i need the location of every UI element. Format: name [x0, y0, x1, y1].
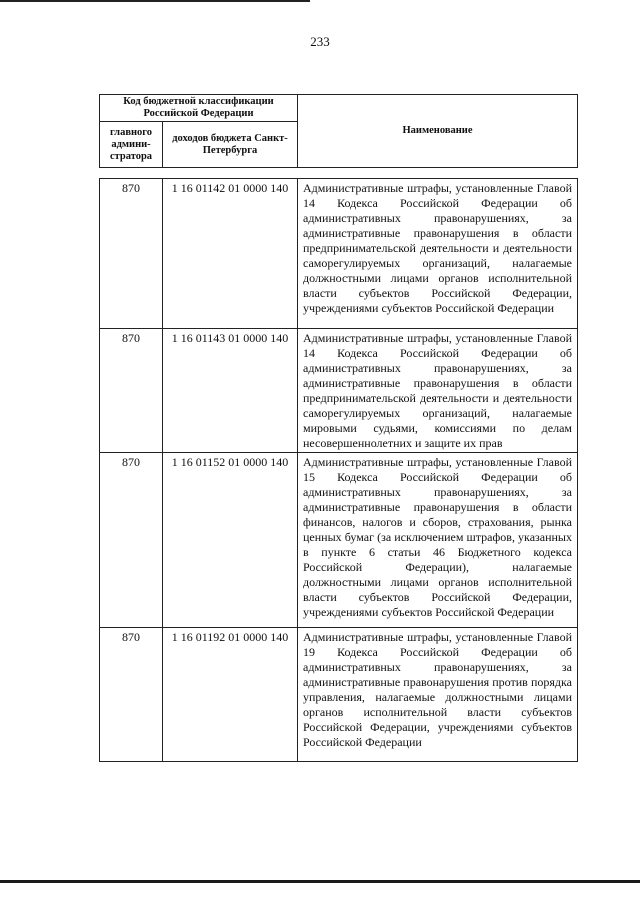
code-column-header: доходов бюджета Санкт-Петербурга — [163, 122, 298, 168]
admin-code-cell: 870 — [100, 628, 163, 762]
description-cell: Административные штрафы, установленные Главой 14 Кодекса Российской Федерации об административных правонарушениях, за административные правонарушения в области предпринимательской деятельности и деятельности саморегулируемых организаций, налагаемые мировыми судьями, комиссиями по делам несовершеннолетних и защите их прав — [298, 329, 578, 453]
admin-column-header: главного админи-стратора — [100, 122, 163, 168]
description-cell: Административные штрафы, установленные Главой 19 Кодекса Российской Федерации об административных правонарушениях, за административные правонарушения против порядка управления, налагаемые должностными лицами органов исполнительной власти субъектов Российской Федерации, учреждениями субъектов Российской Федерации — [298, 628, 578, 762]
page-number: 233 — [310, 34, 330, 49]
table-row — [100, 179, 578, 329]
revenue-code-cell: 1 16 01152 01 0000 140 — [163, 453, 298, 628]
budget-codes-table — [99, 178, 578, 762]
table-row — [100, 628, 578, 762]
bottom-rule — [0, 880, 640, 883]
revenue-code-cell: 1 16 01192 01 0000 140 — [163, 628, 298, 762]
table-header — [99, 94, 578, 168]
admin-code-cell: 870 — [100, 329, 163, 453]
revenue-code-cell: 1 16 01142 01 0000 140 — [163, 179, 298, 329]
budget-code-group-header: Код бюджетной классификации Российской Федерации — [100, 95, 298, 122]
table-row — [100, 453, 578, 628]
admin-code-cell: 870 — [100, 179, 163, 329]
admin-code-cell: 870 — [100, 453, 163, 628]
name-column-header: Наименование — [298, 95, 578, 168]
top-rule — [0, 0, 310, 2]
revenue-code-cell: 1 16 01143 01 0000 140 — [163, 329, 298, 453]
description-cell: Административные штрафы, установленные Главой 15 Кодекса Российской Федерации об административных правонарушениях, за административные правонарушения в области финансов, налогов и сборов, страхования, рынка ценных бумаг (за исключением штрафов, указанных в пункте 6 статьи 46 Бюджетного кодекса Российской Федерации), налагаемые должностными лицами органов исполнительной власти субъектов Российской Федерации, учреждениями субъектов Российской Федерации — [298, 453, 578, 628]
description-cell: Административные штрафы, установленные Главой 14 Кодекса Российской Федерации об административных правонарушениях, за административные правонарушения в области предпринимательской деятельности и деятельности саморегулируемых организаций, налагаемые должностными лицами органов исполнительной власти субъектов Российской Федерации, учреждениями субъектов Российской Федерации — [298, 179, 578, 329]
table-row — [100, 329, 578, 453]
